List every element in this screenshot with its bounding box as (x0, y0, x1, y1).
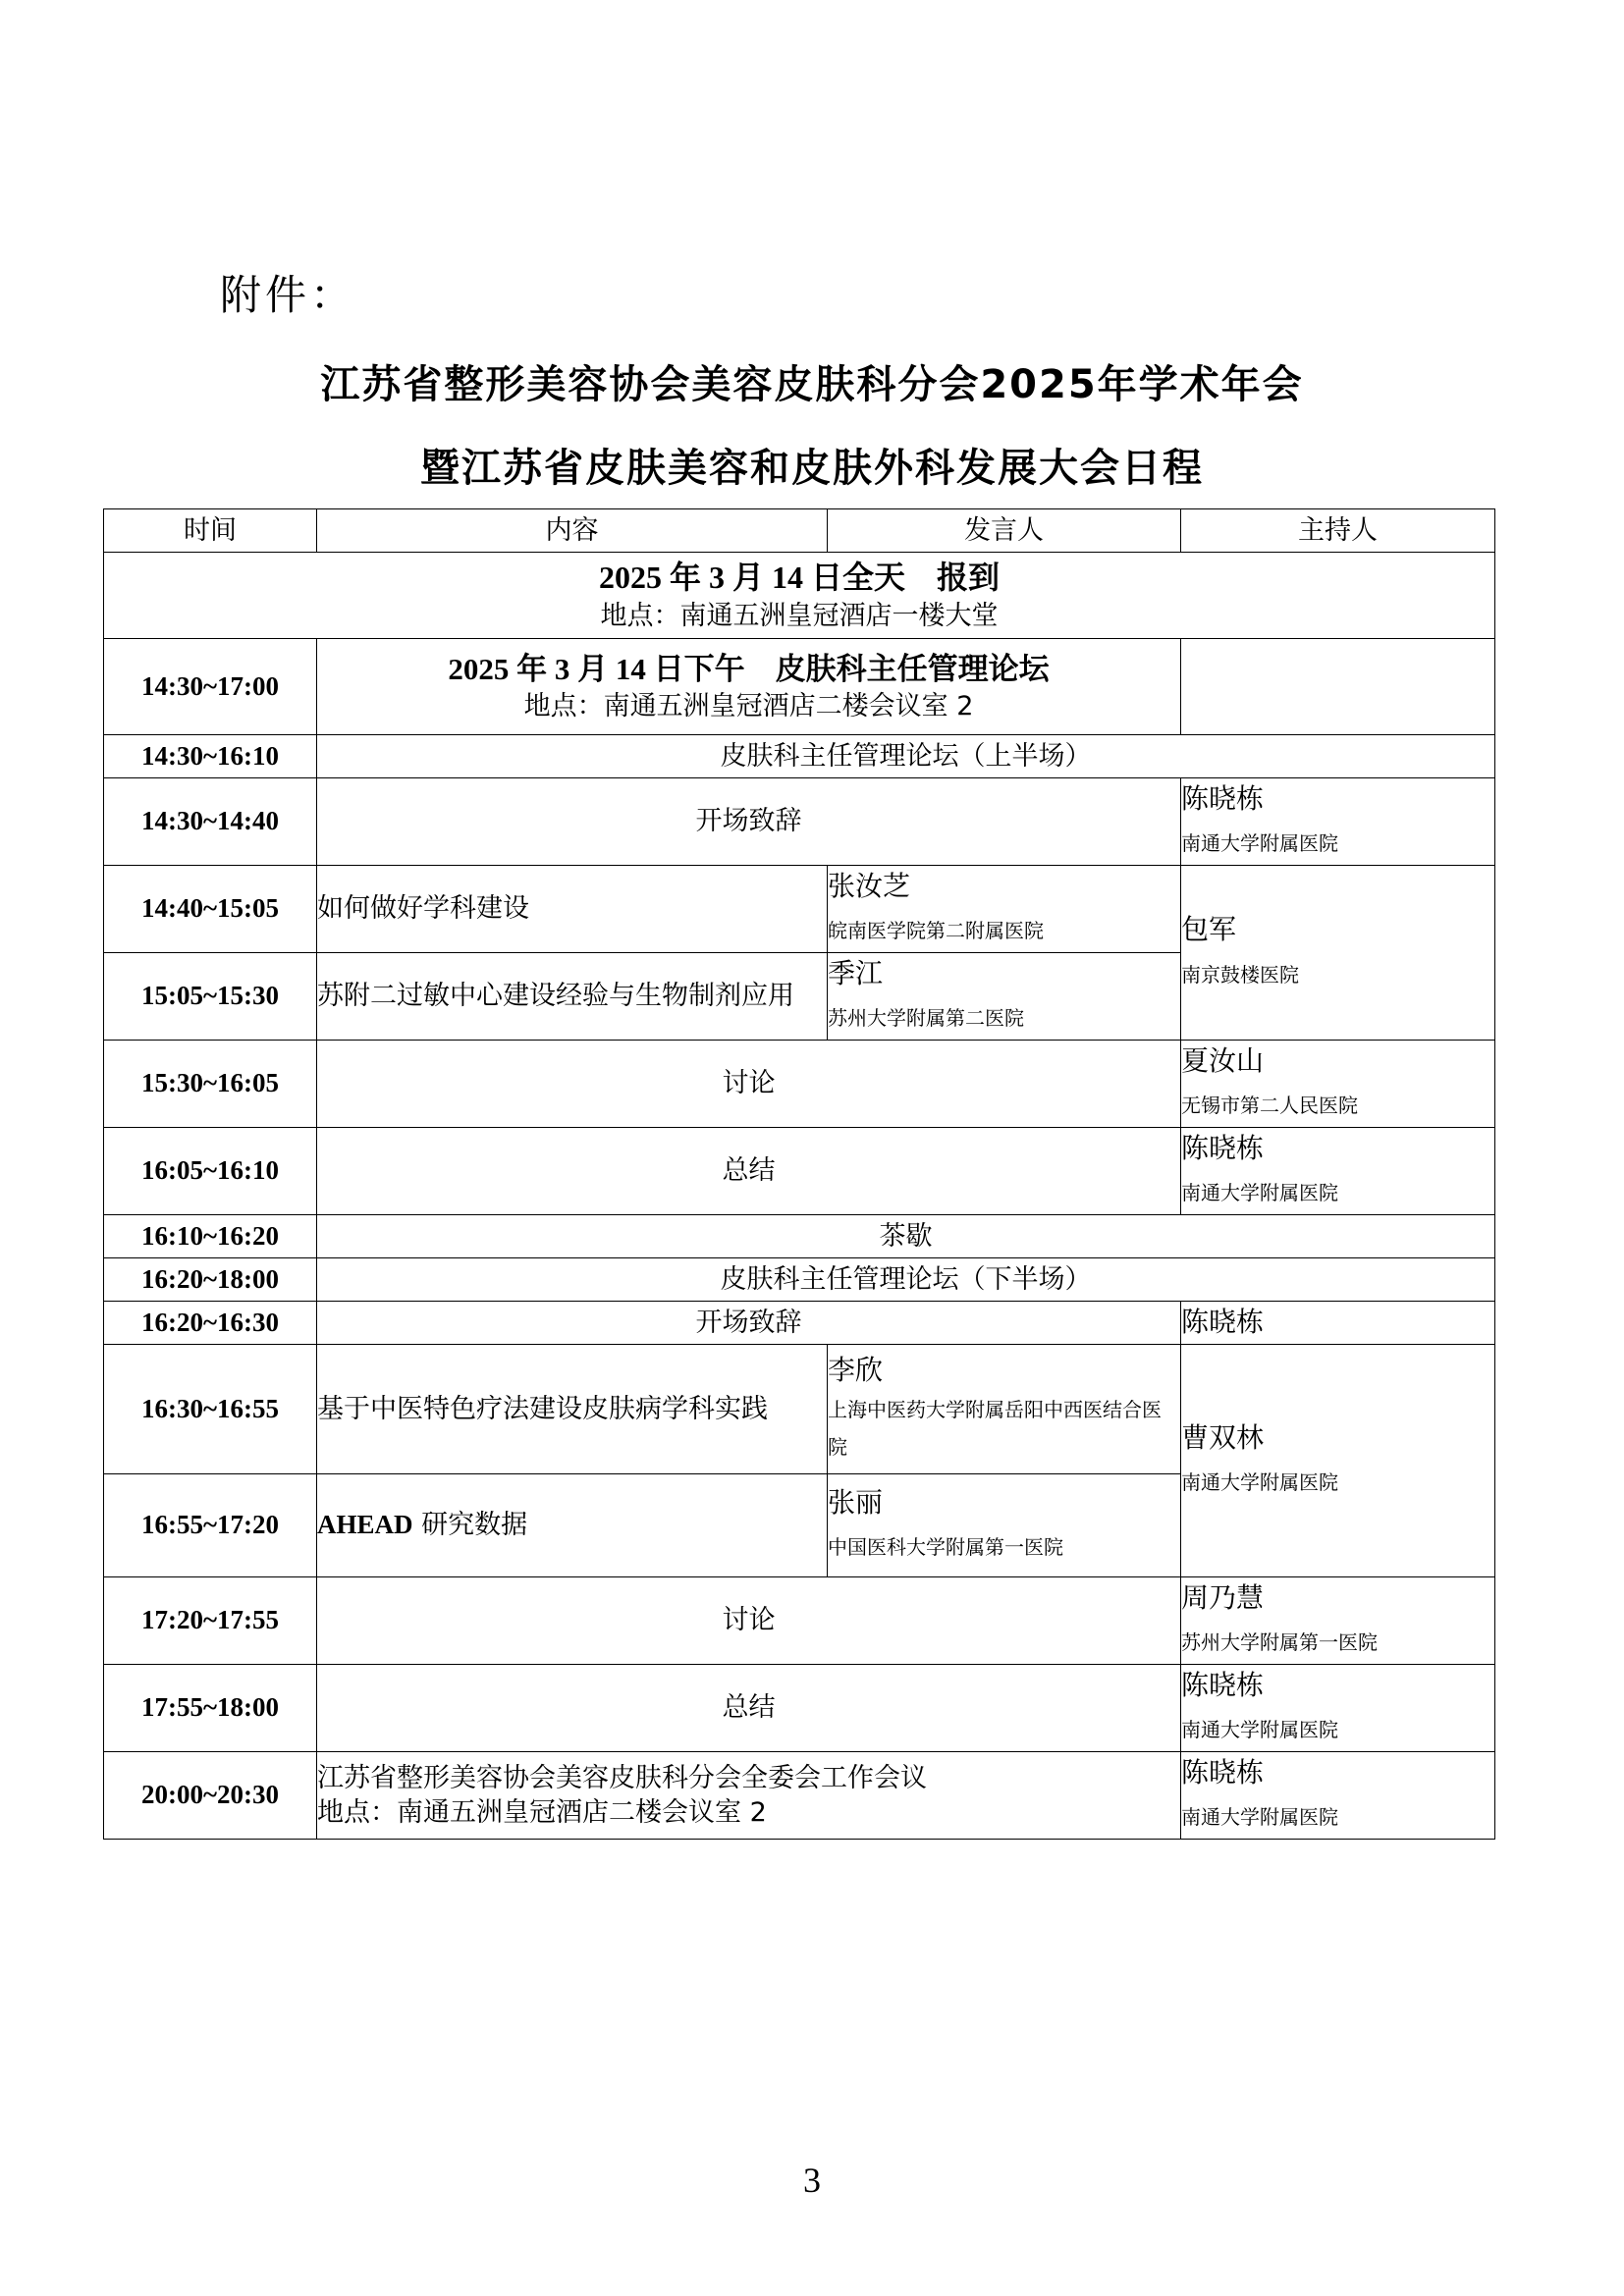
time-cell: 16:20~16:30 (104, 1302, 317, 1345)
time-cell: 15:05~15:30 (104, 953, 317, 1041)
registration-title: 2025 年 3 月 14 日全天 报到 (598, 560, 1000, 596)
speaker-cell (828, 953, 1181, 1041)
time-cell: 16:05~16:10 (104, 1128, 317, 1215)
time-cell: 16:10~16:20 (104, 1215, 317, 1258)
time-cell: 14:40~15:05 (104, 866, 317, 953)
time-cell: 16:20~18:00 (104, 1258, 317, 1302)
document-title-line1: 江苏省整形美容协会美容皮肤科分会2025年学术年会 (320, 362, 1304, 407)
table-row (104, 1128, 1495, 1215)
host-org: 南京鼓楼医院 (1181, 962, 1299, 987)
host-org: 无锡市第二人民医院 (1181, 1094, 1358, 1118)
header-content: 内容 (317, 509, 828, 553)
document-title-line2: 暨江苏省皮肤美容和皮肤外科发展大会日程 (420, 446, 1204, 491)
content-cell (317, 1752, 1181, 1840)
header-time: 时间 (104, 509, 317, 553)
table-row (104, 1215, 1495, 1258)
host-cell (1181, 1302, 1495, 1345)
content-cell (317, 1474, 828, 1577)
host-cell (1181, 639, 1495, 735)
content-cell: 总结 (317, 1128, 1181, 1215)
speaker-name: 张丽 (828, 1485, 884, 1519)
host-name: 周乃慧 (1181, 1580, 1265, 1614)
table-row (104, 1345, 1495, 1474)
host-cell (1181, 1041, 1495, 1128)
speaker-cell (828, 1474, 1181, 1577)
attachment-label: 附件： (220, 271, 356, 319)
host-name: 陈晓栋 (1181, 1755, 1265, 1789)
table-row (104, 639, 1495, 735)
host-name: 陈晓栋 (1181, 781, 1265, 815)
table-row (104, 1302, 1495, 1345)
speaker-org: 皖南医学院第二附属医院 (828, 919, 1044, 943)
time-cell: 20:00~20:30 (104, 1752, 317, 1840)
content-cell: 皮肤科主任管理论坛（上半场） (317, 735, 1495, 778)
host-cell (1181, 866, 1495, 1041)
header-host: 主持人 (1181, 509, 1495, 553)
content-cell: 如何做好学科建设 (317, 866, 828, 953)
host-cell (1181, 1345, 1495, 1577)
host-org: 苏州大学附属第一医院 (1181, 1630, 1378, 1655)
content-cell (317, 639, 1181, 735)
time-cell: 17:20~17:55 (104, 1577, 317, 1665)
table-row (104, 1258, 1495, 1302)
speaker-cell (828, 866, 1181, 953)
host-org: 南通大学附属医院 (1181, 831, 1338, 856)
speaker-org: 苏州大学附属第二医院 (828, 1006, 1024, 1031)
time-cell: 17:55~18:00 (104, 1665, 317, 1752)
table-row (104, 1577, 1495, 1665)
host-name: 夏汝山 (1181, 1043, 1265, 1077)
content-cell: 苏附二过敏中心建设经验与生物制剂应用 (317, 953, 828, 1041)
schedule-table (103, 508, 1495, 1840)
host-cell (1181, 1752, 1495, 1840)
content-cell: 总结 (317, 1665, 1181, 1752)
table-row (104, 1041, 1495, 1128)
speaker-name: 张汝芝 (828, 869, 911, 902)
host-cell (1181, 1665, 1495, 1752)
host-org: 南通大学附属医院 (1181, 1718, 1338, 1742)
forum-title: 2025 年 3 月 14 日下午 皮肤科主任管理论坛 (448, 651, 1050, 686)
table-row (104, 735, 1495, 778)
host-name: 陈晓栋 (1181, 1306, 1265, 1339)
host-name: 陈晓栋 (1181, 1131, 1265, 1164)
speaker-name: 李欣 (828, 1354, 884, 1387)
host-name: 陈晓栋 (1181, 1668, 1265, 1701)
host-org: 南通大学附属医院 (1181, 1181, 1338, 1205)
content-cell: 基于中医特色疗法建设皮肤病学科实践 (317, 1345, 828, 1474)
time-cell: 15:30~16:05 (104, 1041, 317, 1128)
time-cell: 14:30~16:10 (104, 735, 317, 778)
time-cell: 16:30~16:55 (104, 1345, 317, 1474)
content-cell: 开场致辞 (317, 778, 1181, 866)
speaker-org: 上海中医药大学附属岳阳中西医结合医院 (828, 1397, 1162, 1459)
meeting-place: 地点：南通五洲皇冠酒店二楼会议室 2 (317, 1797, 767, 1828)
host-name: 包军 (1181, 913, 1237, 946)
host-cell (1181, 778, 1495, 866)
host-cell (1181, 1577, 1495, 1665)
content-cell: 讨论 (317, 1577, 1181, 1665)
host-org: 南通大学附属医院 (1181, 1470, 1338, 1495)
meeting-title: 江苏省整形美容协会美容皮肤科分会全委会工作会议 (317, 1762, 927, 1793)
content-cell: 茶歇 (317, 1215, 1495, 1258)
header-speaker: 发言人 (828, 509, 1181, 553)
registration-place: 地点：南通五洲皇冠酒店一楼大堂 (600, 600, 999, 631)
table-row (104, 1752, 1495, 1840)
content-text: 研究数据 (412, 1510, 528, 1541)
forum-place: 地点：南通五洲皇冠酒店二楼会议室 2 (523, 691, 974, 722)
speaker-cell (828, 1345, 1181, 1474)
time-cell: 14:30~14:40 (104, 778, 317, 866)
speaker-name: 季江 (828, 956, 884, 989)
ahead-label: AHEAD (317, 1510, 413, 1540)
table-header-row (104, 509, 1495, 553)
time-cell: 16:55~17:20 (104, 1474, 317, 1577)
content-cell: 皮肤科主任管理论坛（下半场） (317, 1258, 1495, 1302)
table-row (104, 778, 1495, 866)
host-cell (1181, 1128, 1495, 1215)
host-name: 曹双林 (1181, 1420, 1265, 1454)
content-cell: 讨论 (317, 1041, 1181, 1128)
content-cell: 开场致辞 (317, 1302, 1181, 1345)
host-org: 南通大学附属医院 (1181, 1805, 1338, 1830)
page-number: 3 (803, 2161, 821, 2200)
registration-cell (104, 553, 1495, 639)
table-row (104, 553, 1495, 639)
table-row (104, 866, 1495, 953)
time-cell: 14:30~17:00 (104, 639, 317, 735)
speaker-org: 中国医科大学附属第一医院 (828, 1535, 1063, 1560)
table-row (104, 1665, 1495, 1752)
